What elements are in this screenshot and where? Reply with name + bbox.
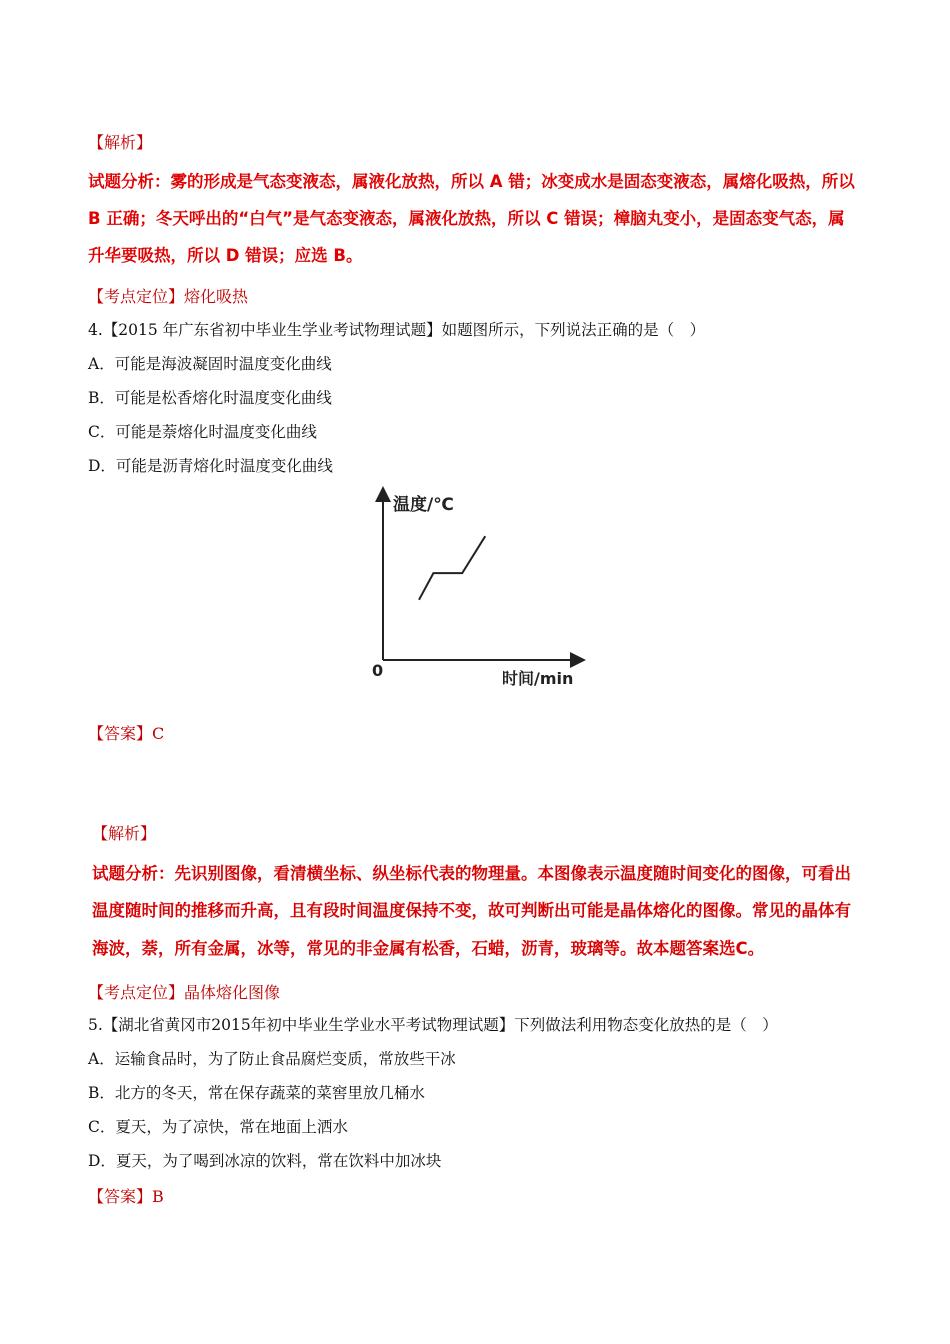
knowledge-point-2 xyxy=(88,980,280,1003)
analysis-1-header: 【解析】 xyxy=(88,133,153,152)
knowledge-point-value: 熔化吸热 xyxy=(184,287,249,306)
question-5-answer xyxy=(88,1184,164,1207)
answer-value: B xyxy=(152,1187,164,1206)
question-4-option-d: D．可能是沥青熔化时温度变化曲线 xyxy=(88,457,333,475)
origin-label: 0 xyxy=(372,661,384,680)
question-4-stem: 4.【2015 年广东省初中毕业生学业考试物理试题】如题图所示，下列说法正确的是（ ） xyxy=(88,321,706,339)
y-axis-label: 温度/℃ xyxy=(393,495,454,515)
knowledge-point-value: 晶体熔化图像 xyxy=(184,983,281,1002)
analysis-2-line-2: 温度随时间的推移而升高，且有段时间温度保持不变，故可判断出可能是晶体熔化的图像。常见的晶体有 xyxy=(92,901,851,920)
x-axis-label: 时间/min xyxy=(502,669,574,688)
analysis-2-line-1: 试题分析：先识别图像，看清横坐标、纵坐标代表的物理量。本图像表示温度随时间变化的图像，可看出 xyxy=(92,864,851,883)
temperature-time-chart xyxy=(360,486,600,696)
temperature-curve xyxy=(419,536,485,600)
knowledge-point-label: 【考点定位】 xyxy=(88,983,185,1002)
analysis-2-line-3: 海波，萘，所有金属，冰等，常见的非金属有松香，石蜡，沥青，玻璃等。故本题答案选C。 xyxy=(92,939,765,958)
answer-value: C xyxy=(152,724,165,743)
question-4-option-b: B．可能是松香熔化时温度变化曲线 xyxy=(88,389,332,407)
question-4-option-a: A．可能是海波凝固时温度变化曲线 xyxy=(88,355,332,373)
analysis-1-line-3: 升华要吸热，所以 D 错误；应选 B。 xyxy=(88,246,363,265)
question-5-option-c: C．夏天，为了凉快，常在地面上洒水 xyxy=(88,1118,348,1136)
answer-label: 【答案】 xyxy=(88,1187,153,1206)
question-5-option-d: D．夏天，为了喝到冰凉的饮料，常在饮料中加冰块 xyxy=(88,1152,442,1170)
question-5-stem: 5.【湖北省黄冈市2015年初中毕业生学业水平考试物理试题】下列做法利用物态变化放热的是（ ） xyxy=(88,1016,778,1034)
question-5-option-a: A．运输食品时，为了防止食品腐烂变质，常放些干冰 xyxy=(88,1050,456,1068)
question-4-answer xyxy=(88,721,164,744)
question-4-option-c: C．可能是萘熔化时温度变化曲线 xyxy=(88,423,317,441)
knowledge-point-1 xyxy=(88,284,248,307)
answer-label: 【答案】 xyxy=(88,724,153,743)
question-5-option-b: B．北方的冬天，常在保存蔬菜的菜窖里放几桶水 xyxy=(88,1084,425,1102)
knowledge-point-label: 【考点定位】 xyxy=(88,287,185,306)
analysis-1-line-1: 试题分析：雾的形成是气态变液态，属液化放热，所以 A 错；冰变成水是固态变液态，属熔化吸热，所以 xyxy=(88,172,855,191)
analysis-1-line-2: B 正确；冬天呼出的“白气”是气态变液态，属液化放热，所以 C 错误；樟脑丸变小，是固态变气态，属 xyxy=(88,209,845,228)
analysis-2-header: 【解析】 xyxy=(92,824,157,843)
